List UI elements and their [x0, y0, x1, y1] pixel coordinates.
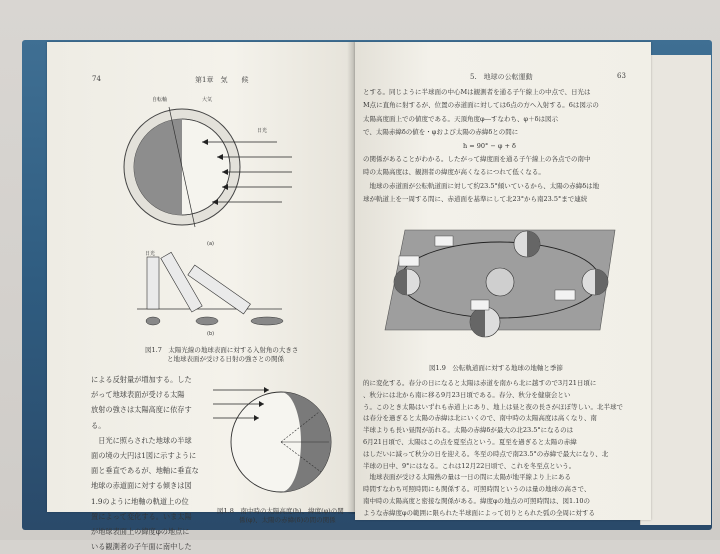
- figure-1-8: [209, 372, 339, 512]
- figure-1-8-caption: 図1.8 南中時の太陽高度(h)、緯度(φ)の関 係(φ)、太陽の赤緯(δ)の間の関係: [217, 507, 344, 524]
- figure-1-7-caption: 図1.7 太陽光線の地球表面に対する入射角の大きさ と地球表面が受ける日射の強さとの関係: [145, 346, 299, 363]
- figure-label-a: (a): [207, 241, 214, 247]
- body-text-left: による反射量が増加する。した がって地球表面が受ける太陽 放射の強さは太陽高度に依存す る。 日光に照らされた地球の半球 面の境の大円は1図に示すように 面と垂直であるが、地軸に垂直な 地球の赤道面に対する傾きは図 1.9のように地軸の軌道上の位 置によって変化する。いま太陽 が地球表面上の緯度φの地点に いる観測者の子午面に南中した: [91, 375, 199, 552]
- figure-1-9: [375, 210, 625, 360]
- running-head: 5. 地球の公転運動: [470, 73, 533, 81]
- body-text-right-top: とする。同じように半球面の中心Mは観測者を通る子午線上の中点で、日光は M点に直角に射するが、位置の赤道面に対しては6点の方へ入射する。6は図示の 太陽高度面上での値度である。天頂角度φ―すなわち、φ＋δは図示 で、太陽赤緯δの値を・φおよび太陽の赤緯δとの間に h = 90° − φ + δ の関係があることがわかる。したがって緯度面を通る子午線上の各点での南中 時の太陽高度は、観測者の緯度が高くなるにつれて低くなる。 地球の赤道面が公転軌道面に対して約23.5°傾いているから、太陽の赤緯δは地 球が軌道上を一周する間に、赤道面を基準にして北23°から南23.5°まで連続: [363, 86, 643, 207]
- annotation-atmosphere: 大気: [202, 97, 213, 103]
- left-page: [47, 42, 355, 552]
- body-text-right-bottom: 的に変化する。春分の日になると太陽は赤道を南から北に越すので3月21日頃に 、秋分には北から南に移る9月23日頃である。春分、秋分を健康会とい う。このとき太陽はいずれも赤道上にあり、地上は昼と夜の長さがほぼ等しい。北半球で は春分を過ぎると太陽の赤緯は北にいくので、南中時の太陽高度は高くなり、南 半球よりも長い昼間が訪れる。太陽の赤緯δが最大の北23.5°になるのは 6月21日頃で、太陽はこの点を夏至点という。夏至を過ぎると太陽の赤緯 はしだいに減って秋分の日を迎える。冬至の時点で南23.5°の赤緯で最大になり、北 半球の日中、9°にはなる。これは12月22日頃で、これを冬至点という。 地球表面が受ける太陽熱の量は一日の間に太陽が地平線より上にある 時間すなわち可照時間にも関係する。可照時間というのは量の地球の高さで、 南中時の太陽高度と密接な関係がある。緯度φの地点の可照時間は、図1.10の ような赤緯度φの範囲に限られた半球面によって切りとられた弧の全周に対する: [363, 379, 623, 517]
- earth-summer: [514, 231, 540, 257]
- figure-label-b: (b): [207, 331, 215, 337]
- annotation-rotation-axis: 自転軸: [152, 97, 168, 103]
- earth-winter: [470, 307, 500, 337]
- figure-1-9-caption: 図1.9 公転軌道面に対する地球の地軸と季節: [429, 364, 563, 372]
- annotation-sunlight-b: 日光: [145, 251, 156, 257]
- earth-autumn: [582, 269, 608, 295]
- page-number: 63: [617, 72, 626, 80]
- right-page: [355, 42, 651, 520]
- page-number: 74: [92, 75, 101, 83]
- figure-1-7: [107, 87, 337, 342]
- equation: h = 90° − φ + δ: [463, 141, 516, 150]
- annotation-sunlight: 日光: [257, 128, 268, 134]
- running-head: 第1章 気 候: [195, 76, 249, 84]
- earth-spring: [394, 269, 420, 295]
